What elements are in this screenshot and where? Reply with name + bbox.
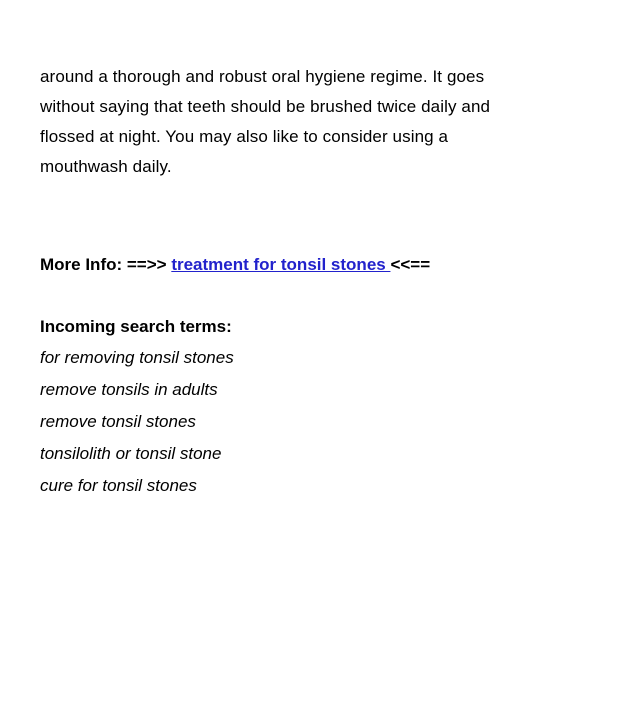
paragraph-line: around a thorough and robust oral hygiene regime. It goes bbox=[40, 67, 485, 86]
search-term-item: for removing tonsil stones bbox=[40, 348, 234, 367]
search-term-item: remove tonsil stones bbox=[40, 412, 196, 431]
document-page bbox=[40, 62, 610, 495]
body-paragraph bbox=[40, 62, 610, 182]
more-info-suffix: <<== bbox=[390, 255, 431, 274]
tonsil-stones-link[interactable]: treatment for tonsil stones bbox=[171, 255, 391, 274]
paragraph-line: flossed at night. You may also like to consider using a bbox=[40, 127, 449, 146]
search-term-item: cure for tonsil stones bbox=[40, 476, 197, 495]
paragraph-line: without saying that teeth should be brushed twice daily and bbox=[40, 97, 491, 116]
search-term-item: tonsilolith or tonsil stone bbox=[40, 444, 222, 463]
search-terms-list bbox=[40, 342, 234, 502]
more-info-prefix: More Info: ==>> bbox=[40, 255, 172, 274]
incoming-search-heading: Incoming search terms: bbox=[40, 317, 232, 336]
search-term-item: remove tonsils in adults bbox=[40, 380, 218, 399]
paragraph-line: mouthwash daily. bbox=[40, 157, 172, 176]
more-info-line bbox=[40, 250, 430, 280]
